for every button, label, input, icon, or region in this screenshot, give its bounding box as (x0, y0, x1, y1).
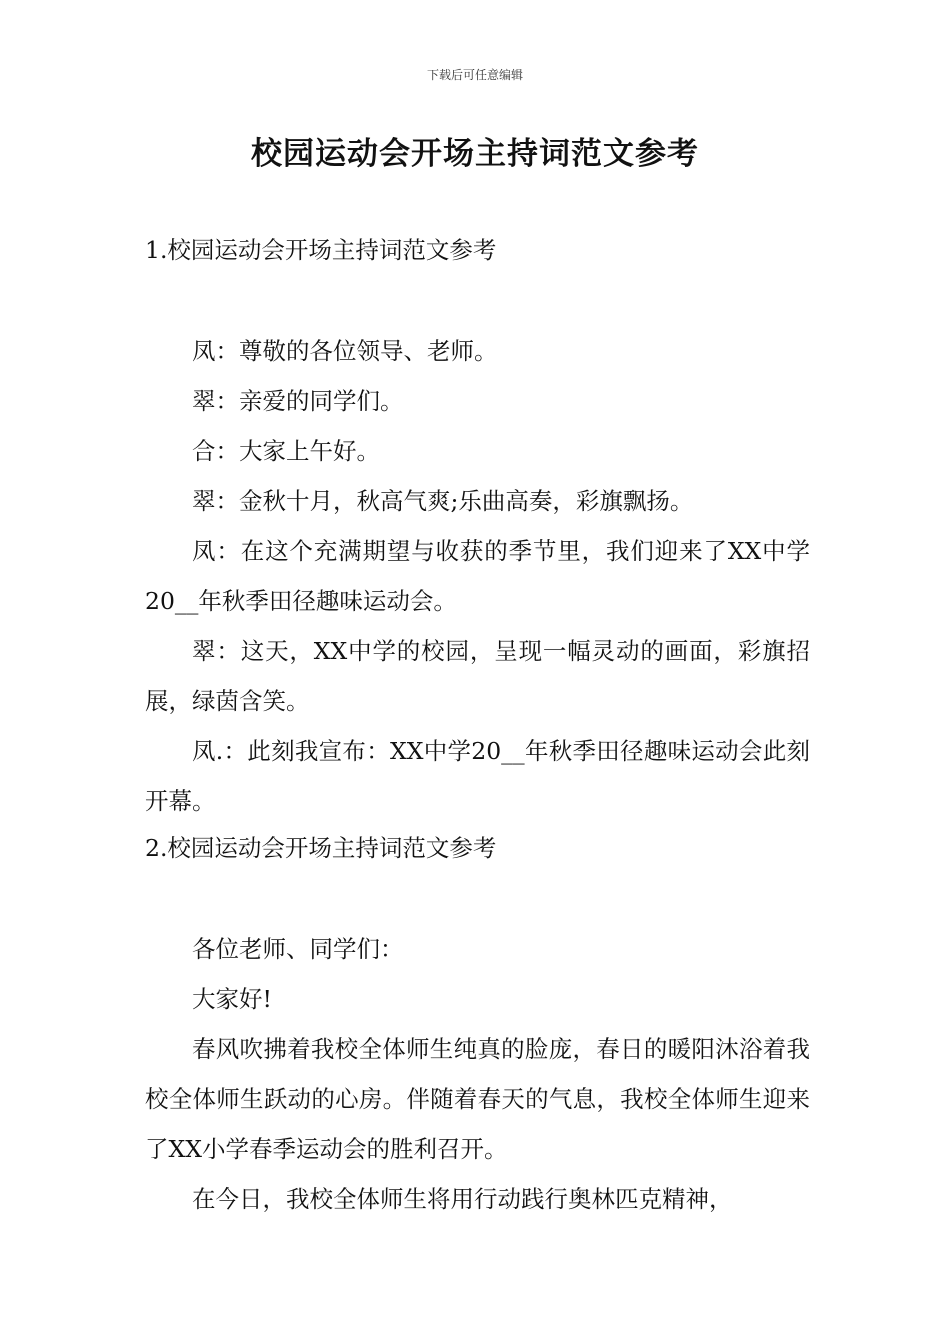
document-body (145, 228, 810, 1224)
paragraph: 在今日，我校全体师生将用行动践行奥林匹克精神， (192, 1185, 733, 1213)
section-heading-2: 2.校园运动会开场主持词范文参考 (145, 834, 497, 862)
paragraph: 翠：这天，XX中学的校园，呈现一幅灵动的画面，彩旗招展，绿茵含笑。 (145, 637, 810, 715)
paragraph: 凤：尊敬的各位领导、老师。 (192, 337, 498, 365)
paragraph: 各位老师、同学们： (192, 935, 404, 963)
paragraph: 大家好! (192, 985, 272, 1013)
paragraph: 春风吹拂着我校全体师生纯真的脸庞，春日的暖阳沐浴着我校全体师生跃动的心房。伴随着春天的气息，我校全体师生迎来了XX小学春季运动会的胜利召开。 (145, 1035, 810, 1163)
header-note: 下载后可任意编辑 (426, 68, 523, 82)
paragraph: 凤.：此刻我宣布：XX中学20__年秋季田径趣味运动会此刻开幕。 (145, 737, 810, 815)
section-spacer (145, 876, 810, 924)
paragraph: 翠：金秋十月，秋高气爽;乐曲高奏，彩旗飘扬。 (192, 487, 694, 515)
paragraph: 凤：在这个充满期望与收获的季节里，我们迎来了XX中学20__年秋季田径趣味运动会。 (145, 537, 810, 615)
paragraph: 翠：亲爱的同学们。 (192, 387, 404, 415)
paragraph: 合：大家上午好。 (192, 437, 380, 465)
document-title: 校园运动会开场主持词范文参考 (251, 136, 699, 172)
section-heading-1: 1.校园运动会开场主持词范文参考 (145, 236, 497, 264)
section-spacer (145, 278, 810, 326)
